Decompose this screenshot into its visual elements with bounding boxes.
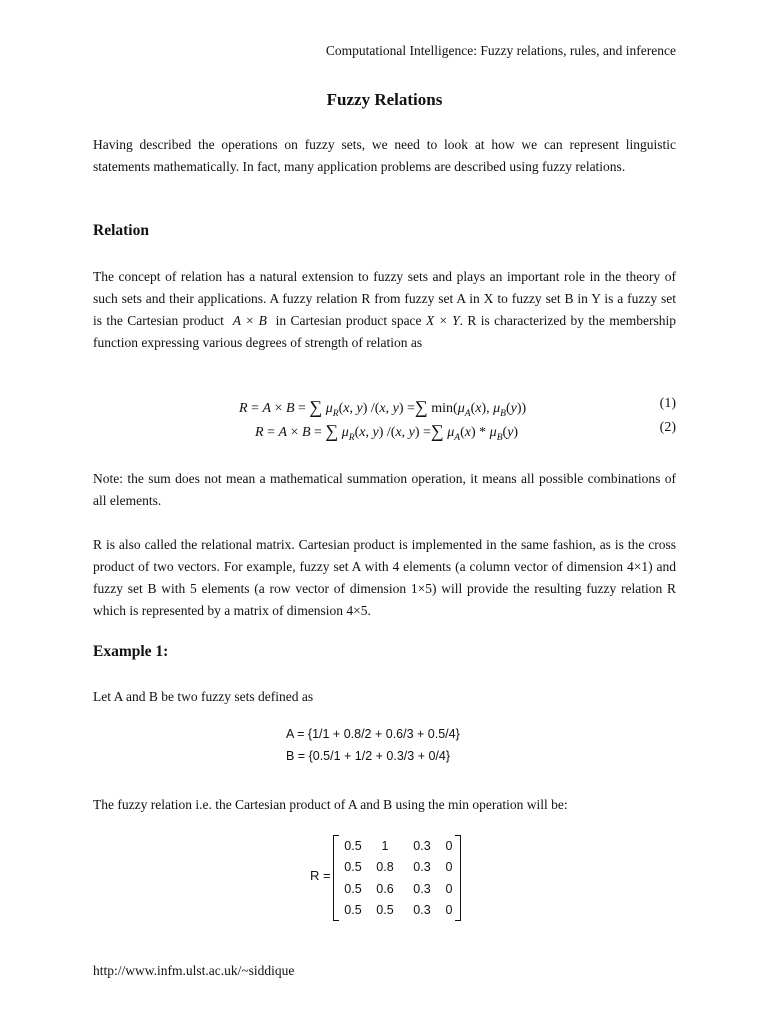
equation-2-number: (2) xyxy=(659,420,676,435)
relation-matrix xyxy=(333,835,461,921)
set-a-definition: A = {1/1 + 0.8/2 + 0.6/3 + 0.5/4} xyxy=(286,727,460,741)
matrix-cell: 0.5 xyxy=(344,838,362,853)
running-header: Computational Intelligence: Fuzzy relations, rules, and inference xyxy=(325,43,676,58)
math-a-times-b: A × B xyxy=(232,313,267,328)
matrix-cell: 0.5 xyxy=(344,881,362,896)
matrix-cell: 0.5 xyxy=(344,903,362,918)
matrix-cell: 0.3 xyxy=(413,838,431,853)
intro-paragraph: Having described the operations on fuzzy sets, we need to look at how we can represent linguistic statements mathematically. In fact, many application problems are described using fuzzy relations. xyxy=(93,137,676,174)
matrix-cell: 0 xyxy=(445,881,453,896)
equation-1-row xyxy=(93,396,676,418)
matrix-cell: 0 xyxy=(445,838,453,853)
relation-heading: Relation xyxy=(93,222,149,239)
matrix-row xyxy=(339,900,457,922)
note-paragraph: Note: the sum does not mean a mathematical summation operation, it means all possible combinations of all elements. xyxy=(93,471,676,508)
equation-1-number: (1) xyxy=(659,396,676,411)
relation-text-2: in Cartesian product space xyxy=(275,313,422,328)
example-intro: Let A and B be two fuzzy sets defined as xyxy=(93,689,314,704)
equation-2-row xyxy=(93,420,676,442)
matrix-label: R = xyxy=(310,868,331,883)
set-b-definition: B = {0.5/1 + 1/2 + 0.3/3 + 0/4} xyxy=(286,749,451,763)
matrix-cell: 0.5 xyxy=(344,860,362,875)
math-x-times-y: X × Y xyxy=(425,313,460,328)
matrix-row xyxy=(339,857,457,879)
matrix-paragraph: R is also called the relational matrix. Cartesian product is implemented in the same fashion, as is the cross product of two vectors. For example, fuzzy set A with 4 elements (a column vector of dimension 4×1) and fuzzy set B with 5 elements (a row vector of dimension 1×5) will provide the resulting fuzzy relation R which is represented by a matrix of dimension 4×5. xyxy=(93,537,676,618)
equation-2: R = A × B = ∑ $\mu_R(x$, y) /(x, y) =∑ $\mu_A(x) * \mu_B(y)$ xyxy=(255,421,519,443)
matrix-cell: 0 xyxy=(445,860,453,875)
page-title: Fuzzy Relations xyxy=(326,90,443,109)
relation-paragraph xyxy=(93,266,676,354)
cartesian-text: The fuzzy relation i.e. the Cartesian product of A and B using the min operation will be: xyxy=(93,797,568,812)
matrix-table xyxy=(339,835,457,921)
matrix-row xyxy=(339,835,457,857)
relation-text-3: . R is characterized by the membership function expressing various degrees of strength of relation as xyxy=(93,313,677,350)
matrix-cell: 0.6 xyxy=(376,881,394,896)
matrix-cell: 0.3 xyxy=(413,860,431,875)
relation-text-1: The concept of relation has a natural extension to fuzzy sets and plays an important role in the theory of such sets and their applications. A fuzzy relation R from fuzzy set A in X to fuzzy set B in Y is a fuzzy set is the Cartesian product xyxy=(93,269,676,328)
equation-1: R = A × B = ∑ $\mu_R(x$, y) /(x, y) =∑ $\min(\mu_A(x)$, $\mu_B(y)$) xyxy=(239,397,527,419)
example-heading: Example 1: xyxy=(93,643,169,660)
matrix-row xyxy=(339,878,457,900)
matrix-cell: 0.3 xyxy=(413,903,431,918)
matrix-cell: 0.3 xyxy=(413,881,431,896)
matrix-cell: 1 xyxy=(381,838,389,853)
footer-url: http://www.infm.ulst.ac.uk/~siddique xyxy=(93,963,295,978)
matrix-cell: 0 xyxy=(445,903,453,918)
matrix-cell: 0.5 xyxy=(376,903,394,918)
matrix-cell: 0.8 xyxy=(376,860,394,875)
document-page xyxy=(93,0,676,1024)
